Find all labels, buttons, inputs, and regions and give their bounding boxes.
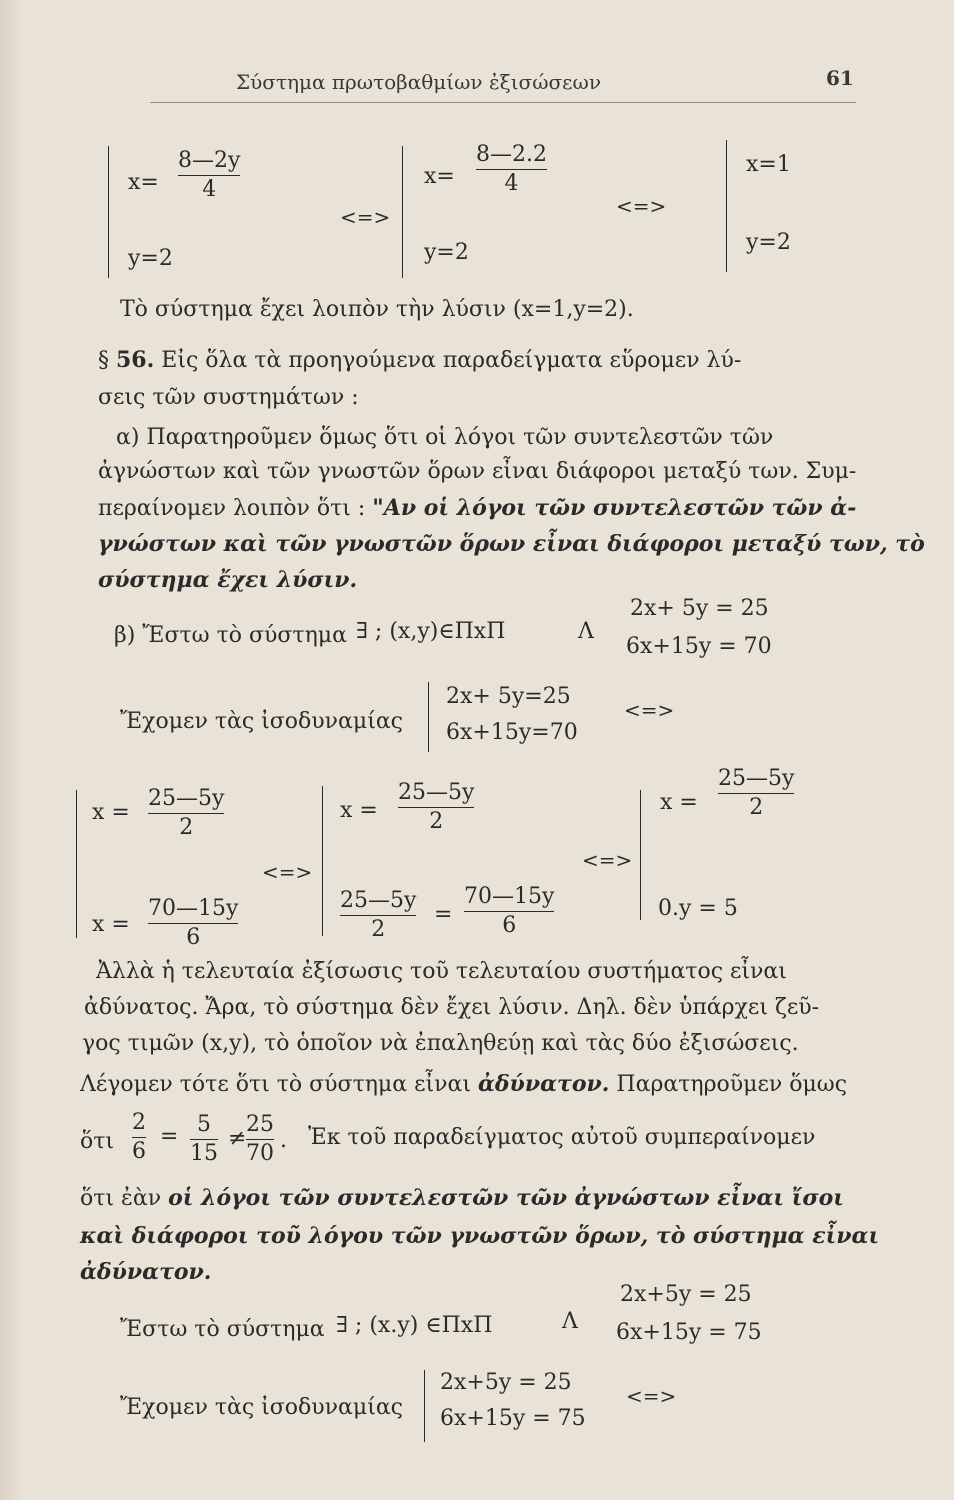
equation: 6x+15y=70 [446,720,578,745]
fraction-bar [190,1139,218,1140]
text-line: Ἐκ τοῦ παραδείγματος αὐτοῦ συμπεραίνομεν [308,1125,816,1150]
text-line: σεις τῶν συστημάτων : [98,385,359,410]
text-span: περαίνομεν λοιπὸν ὅτι : [98,496,366,521]
emphasis-span: ἀδύνατον. [477,1071,610,1097]
denominator: 4 [504,171,519,196]
denominator: 6 [186,925,201,950]
text-line: Ἔστω τὸ σύστημα [120,1317,325,1342]
numerator: 70—15y [148,896,239,921]
denominator: 4 [202,177,217,202]
denominator: 2 [179,815,194,840]
text-line: Ἀλλὰ ἡ τελευταία ἐξίσωσις τοῦ τελευταίου συστήματος εἶναι [96,959,787,984]
fraction-bar [148,923,238,924]
section-number: 56. [116,347,155,373]
text-span: ὅτι ἐὰν [80,1186,162,1211]
numerator: 25 [246,1112,274,1137]
text-line: α) Παρατηροῦμεν ὅμως ὅτι οἱ λόγοι τῶν συντελεστῶν τῶν [116,425,774,450]
text-span: Παρατηροῦμεν ὅμως [616,1072,848,1097]
section-text: Εἰς ὅλα τὰ προηγούμενα παραδείγματα εὕρομεν λύ- [161,348,742,373]
wedge-symbol: Λ [562,1309,578,1334]
equation: y=2 [128,246,173,271]
equals-sign: = [434,902,453,927]
emphasis-line: καὶ διάφοροι τοῦ λόγου τῶν γνωστῶν ὅρων, τὸ σύστημα εἶναι [80,1223,880,1249]
equivalence-arrow: <=> [616,194,667,218]
equation: 6x+15y = 75 [440,1406,586,1431]
equation: x=1 [746,152,791,177]
solution-line: Τὸ σύστημα ἔχει λοιπὸν τὴν λύσιν (x=1,y=2). [120,297,634,322]
header-rule [150,102,856,103]
numerator: 2 [132,1110,146,1135]
emphasis-line: γνώστων καὶ τῶν γνωστῶν ὅρων εἶναι διάφοροι μεταξύ των, τὸ [98,531,925,557]
fraction-bar [178,175,240,176]
text-line: ἀγνώστων καὶ τῶν γνωστῶν ὅρων εἶναι διάφοροι μεταξύ των. Συμ- [98,459,857,484]
numerator: 25—5y [340,888,417,913]
section-line [98,346,741,375]
text-line: Ἔχομεν τὰς ἰσοδυναμίας [120,709,404,734]
fraction-bar [246,1139,274,1140]
eq-lhs: x = [340,798,378,823]
brace-left [424,1370,431,1442]
text-span: ὅτι [80,1129,115,1154]
text-line [80,1070,847,1099]
equation: 2x+ 5y = 25 [630,596,769,621]
fraction-bar [132,1137,146,1138]
wedge-symbol: Λ [578,619,594,644]
text-line: γος τιμῶν (x,y), τὸ ὁποῖον νὰ ἐπαληθεύῃ καὶ τὰς δύο ἐξισώσεις. [82,1031,799,1056]
section-sign: § [98,348,109,373]
fraction-bar [476,169,547,170]
emphasis-span: "Αν οἱ λόγοι τῶν συντελεστῶν τῶν ἀ- [372,495,857,521]
fraction [178,148,240,203]
equivalence-arrow: <=> [582,848,633,872]
fraction [464,884,554,939]
page-binding-shadow [0,0,22,1500]
equivalence-arrow: <=> [262,860,313,884]
numerator: 8—2.2 [476,142,547,167]
brace-left [726,140,733,272]
brace-left [108,146,115,278]
eq-lhs: x = [92,912,130,937]
fraction-bar [398,807,474,808]
text-line [80,1184,844,1213]
equivalence-arrow: <=> [626,1384,677,1408]
equation: 2x+5y = 25 [440,1370,572,1395]
equation: 0.y = 5 [658,896,738,921]
eq-lhs: x = [660,790,698,815]
denominator: 15 [190,1141,218,1166]
emphasis-line: ἀδύνατον. [80,1259,212,1285]
exists-expression: ∃ ; (x.y) ∈ΠxΠ [336,1313,493,1338]
running-header: Σύστημα πρωτοβαθμίων ἐξισώσεων [236,70,601,94]
numerator: 5 [197,1112,211,1137]
eq-lhs: x= [424,164,455,189]
eq-lhs: x = [92,800,130,825]
equation: 2x+ 5y=25 [446,684,571,709]
fraction-bar [464,911,554,912]
brace-left [428,682,435,752]
page-number: 61 [826,66,854,90]
denominator: 70 [246,1141,274,1166]
equivalence-arrow: <=> [340,205,391,229]
brace-left [402,146,409,278]
numerator: 25—5y [398,780,475,805]
eq-lhs: x= [128,170,159,195]
text-line: Ἔχομεν τὰς ἰσοδυναμίας [120,1395,404,1420]
emphasis-span: οἱ λόγοι τῶν συντελεστῶν τῶν ἀγνώστων εἶναι ἴσοι [168,1185,844,1211]
brace-left [322,786,329,936]
fraction-bar [718,793,794,794]
equation: y=2 [424,240,469,265]
denominator: 2 [429,809,444,834]
exists-expression: ∃ ; (x,y)∈ΠxΠ [356,619,506,644]
denominator: 6 [132,1139,146,1164]
fraction [148,896,238,951]
fraction [718,766,794,821]
text-line [98,494,856,523]
text-line: ἀδύνατος. Ἄρα, τὸ σύστημα δὲν ἔχει λύσιν. Δηλ. δὲν ὑπάρχει ζεῦ- [84,995,820,1020]
fraction [148,786,224,841]
numerator: 70—15y [464,884,555,909]
equation: 2x+5y = 25 [620,1282,752,1307]
fraction [132,1110,146,1165]
denominator: 6 [502,913,517,938]
denominator: 2 [371,917,386,942]
fraction [246,1112,274,1167]
text-line: β) Ἔστω τὸ σύστημα [114,623,347,648]
emphasis-line: σύστημα ἔχει λύσιν. [98,567,358,593]
fraction-bar [340,915,416,916]
fraction [190,1112,218,1167]
equation: 6x+15y = 75 [616,1320,762,1345]
numerator: 25—5y [148,786,225,811]
not-equal-sign: ≠ [228,1126,247,1151]
equivalence-arrow: <=> [624,698,675,722]
equation: 6x+15y = 70 [626,634,772,659]
fraction-bar [148,813,224,814]
denominator: 2 [749,795,764,820]
fraction [398,780,474,835]
numerator: 25—5y [718,766,795,791]
numerator: 8—2y [178,148,241,173]
fraction [340,888,416,943]
text-span: Λέγομεν τότε ὅτι τὸ σύστημα εἶναι [80,1072,471,1097]
brace-left [640,790,647,920]
equals-sign: = [160,1124,179,1149]
fraction [476,142,547,197]
period: . [280,1128,287,1153]
equation: y=2 [746,230,791,255]
brace-left [76,790,83,938]
